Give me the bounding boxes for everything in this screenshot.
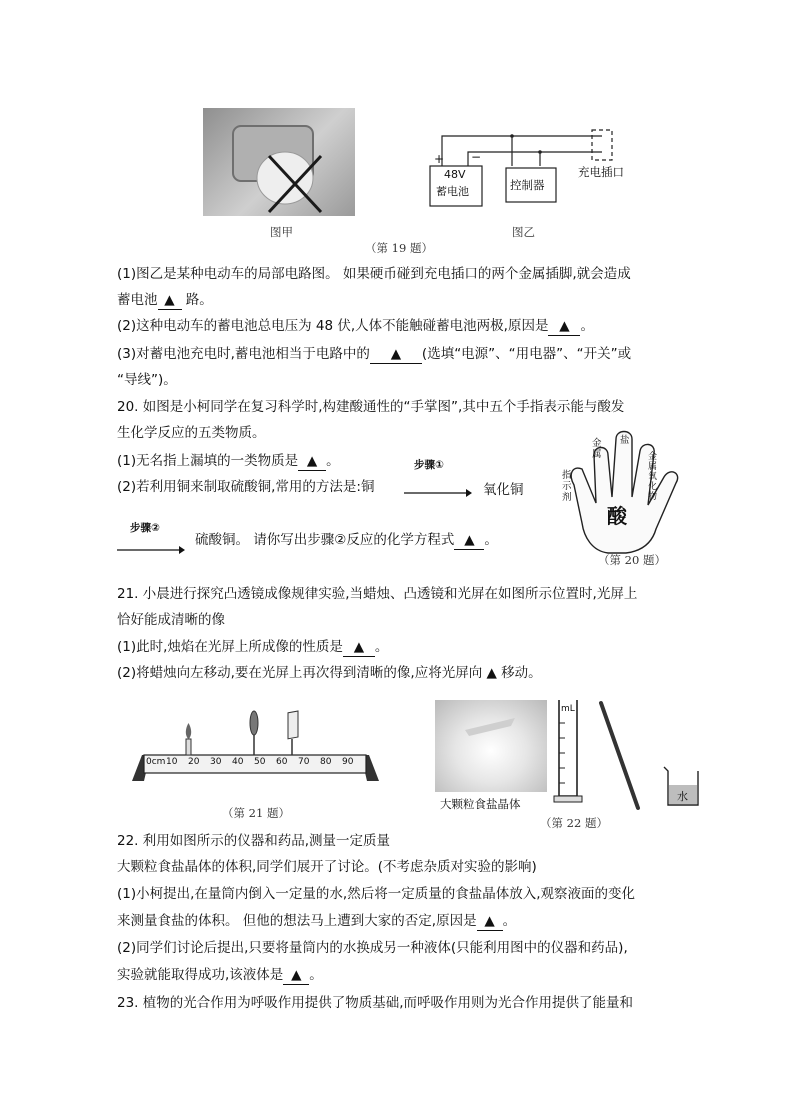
water-label: 水 xyxy=(677,790,688,803)
q20-part2: (2)若利用铜来制取硫酸铜,常用的方法是:铜 xyxy=(117,479,375,495)
step1-label: 步骤① xyxy=(414,459,444,471)
q22-stem-line1: 22. 利用如图所示的仪器和药品,测量一定质量 xyxy=(117,833,391,849)
battery-voltage-label: 48V xyxy=(444,168,466,181)
hand-center-acid: 酸 xyxy=(607,504,627,528)
cylinder-unit-label: mL xyxy=(561,704,575,714)
q20-part1-suffix: 。 xyxy=(326,453,340,469)
q19-part1-line2 xyxy=(117,291,213,310)
answer-blank: ▲ xyxy=(283,966,309,985)
step1-arrow xyxy=(404,484,472,503)
q19-part3-line2: “导线”)。 xyxy=(117,372,177,388)
ruler-tick-label: 0cm xyxy=(146,757,166,767)
ruler-labels xyxy=(146,757,376,771)
controller-label: 控制器 xyxy=(510,178,545,192)
q22-part1-suffix: 。 xyxy=(502,913,517,929)
fig19-caption-left: 图甲 xyxy=(270,225,293,239)
finger-label-salt: 盐 xyxy=(620,435,630,446)
finger-label-indicator: 指示剂 xyxy=(562,470,572,503)
battery-plus-sign: + xyxy=(434,152,445,166)
optical-bench-figure xyxy=(128,705,383,790)
q20-part3 xyxy=(195,531,498,550)
q20-stem-line2: 生化学反应的五类物质。 xyxy=(117,425,266,441)
q22-part2-suffix: 。 xyxy=(309,967,323,983)
ruler-tick-label: 30 xyxy=(210,757,222,767)
q19-part2-suffix: 。 xyxy=(580,318,594,334)
q21-part1 xyxy=(117,638,388,657)
q19-part1-suffix: 路。 xyxy=(181,292,213,308)
answer-blank: ▲ xyxy=(548,317,580,336)
battery-minus-sign: − xyxy=(471,150,482,164)
copper-oxide-label: 氧化铜 xyxy=(483,482,524,498)
salt-crystal-photo xyxy=(435,700,547,792)
q22-part1-line2 xyxy=(117,912,516,931)
battery-label: 蓄电池 xyxy=(436,185,469,198)
graduated-cylinder xyxy=(553,698,583,808)
q22-part2-line2 xyxy=(117,966,323,985)
acid-hand-figure xyxy=(556,425,686,565)
finger-label-metal-oxide: 金属氧化物 xyxy=(648,452,658,502)
fig22-caption: （第 22 题） xyxy=(540,816,608,830)
q20-part3-text: 硫酸铜。 请你写出步骤②反应的化学方程式 xyxy=(195,532,455,548)
ruler-tick-label: 50 xyxy=(254,757,266,767)
q22-part1-text: 来测量食盐的体积。 但他的想法马上遭到大家的否定,原因是 xyxy=(117,913,477,929)
plug-photo-drawing xyxy=(203,108,355,216)
q19-part3-line1 xyxy=(117,345,631,364)
q22-part2-text: 实验就能取得成功,该液体是 xyxy=(117,967,284,983)
ruler-tick-label: 70 xyxy=(298,757,310,767)
fig21-caption: （第 21 题） xyxy=(222,806,290,820)
q21-stem-line1: 21. 小晨进行探究凸透镜成像规律实验,当蜡烛、凸透镜和光屏在如图所示位置时,光屏上 xyxy=(117,586,638,602)
q19-part3-options: (选填“电源”、“用电器”、“开关”或 xyxy=(421,346,632,362)
ruler-tick-label: 80 xyxy=(320,757,332,767)
step2-arrow xyxy=(117,541,185,560)
glass-rod xyxy=(598,700,643,812)
q19-part1-text: 蓄电池 xyxy=(117,292,158,308)
answer-blank: ▲ xyxy=(477,912,503,931)
ruler-tick-label: 20 xyxy=(188,757,200,767)
answer-blank: ▲ xyxy=(343,638,375,657)
fig19-caption: （第 19 题） xyxy=(365,241,433,255)
q22-stem-line2: 大颗粒食盐晶体的体积,同学们展开了讨论。(不考虑杂质对实验的影响) xyxy=(117,859,537,875)
q21-stem-line2: 恰好能成清晰的像 xyxy=(117,612,225,628)
q22-part1-line1: (1)小柯提出,在量筒内倒入一定量的水,然后将一定质量的食盐晶体放入,观察液面的变化 xyxy=(117,886,635,902)
ruler-tick-label: 60 xyxy=(276,757,288,767)
q19-part2 xyxy=(117,317,594,336)
q20-stem-line1: 20. 如图是小柯同学在复习科学时,构建酸通性的“手掌图”,其中五个手指表示能与酸发 xyxy=(117,399,625,415)
q19-part2-text: (2)这种电动车的蓄电池总电压为 48 伏,人体不能触碰蓄电池两极,原因是 xyxy=(117,318,549,334)
ruler-tick-label: 10 xyxy=(166,757,178,767)
salt-crystal-label: 大颗粒食盐晶体 xyxy=(440,797,521,811)
q21-part1-text: (1)此时,烛焰在光屏上所成像的性质是 xyxy=(117,639,343,655)
q20-part3-suffix: 。 xyxy=(484,532,498,548)
q22-part2-line1: (2)同学们讨论后提出,只要将量筒内的水换成另一种液体(只能利用图中的仪器和药品), xyxy=(117,940,628,956)
fig19-photo-plug xyxy=(203,108,355,216)
answer-blank: ▲ xyxy=(158,291,182,310)
q19-part3-text: (3)对蓄电池充电时,蓄电池相当于电路中的 xyxy=(117,346,370,362)
q19-part1-line1: (1)图乙是某种电动车的局部电路图。 如果硬币碰到充电插口的两个金属插脚,就会造成 xyxy=(117,266,631,282)
q20-part1-text: (1)无名指上漏填的一类物质是 xyxy=(117,453,299,469)
answer-blank: ▲ xyxy=(298,452,326,471)
answer-blank: ▲ xyxy=(454,531,484,550)
q21-part1-suffix: 。 xyxy=(374,639,389,655)
answer-blank: ▲ xyxy=(370,345,422,364)
fig19-caption-right: 图乙 xyxy=(512,225,535,239)
finger-label-metal: 金属 xyxy=(592,438,602,460)
q20-part1 xyxy=(117,452,340,471)
step2-label: 步骤② xyxy=(130,522,160,534)
ruler-tick-label: 40 xyxy=(232,757,244,767)
fig20-caption: （第 20 题） xyxy=(598,553,666,567)
q23-stem-line1: 23. 植物的光合作用为呼吸作用提供了物质基础,而呼吸作用则为光合作用提供了能量和 xyxy=(117,995,634,1011)
ruler-tick-label: 90 xyxy=(342,757,354,767)
q21-part2: (2)将蜡烛向左移动,要在光屏上再次得到清晰的像,应将光屏向 ▲ 移动。 xyxy=(117,665,542,681)
charging-socket-label: 充电插口 xyxy=(578,165,624,179)
